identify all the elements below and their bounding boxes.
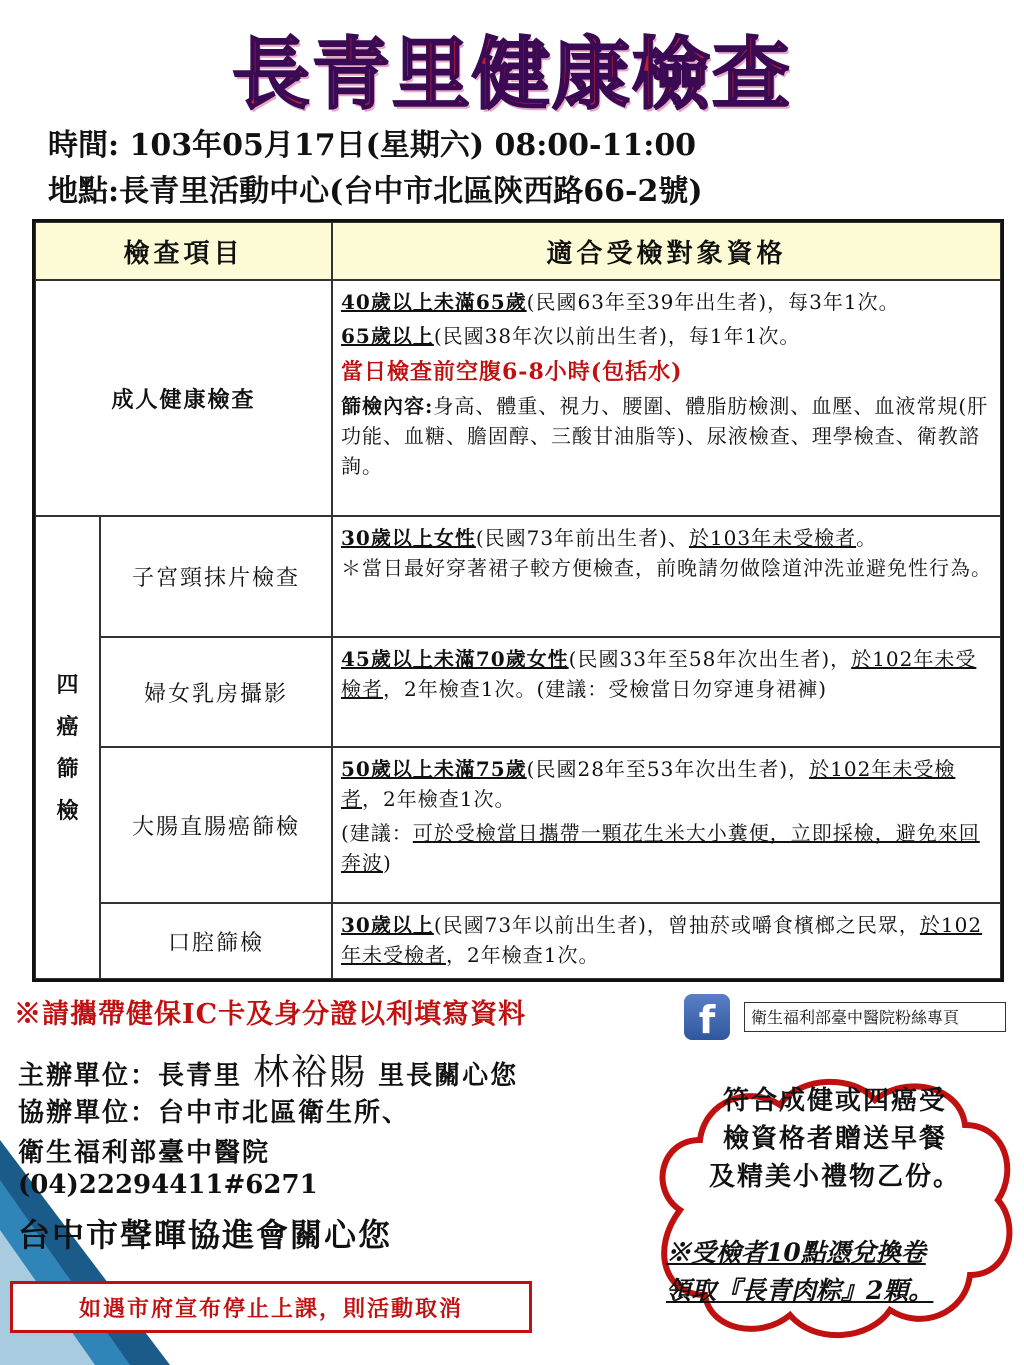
phone-number: (04)22294411#6271	[18, 1170, 318, 1200]
exam-table	[32, 219, 1004, 982]
group-char: 四	[56, 671, 79, 698]
colorectal-advice-close: )	[383, 851, 392, 875]
oral-age-detail: (民國73年以前出生者)，曾抽菸或嚼食檳榔之民眾，	[433, 913, 920, 937]
oral-end: ，2年檢查1次。	[446, 943, 600, 967]
host-name: 林裕賜	[253, 1052, 368, 1093]
adult-exam-item: 成人健康檢查	[35, 280, 332, 516]
group-char: 檢	[56, 797, 79, 824]
colorectal-eligibility	[332, 747, 1001, 903]
colorectal-end: ，2年檢查1次。	[362, 787, 516, 811]
cervical-item: 子宮頸抹片檢查	[100, 516, 332, 637]
bonus-line: 領取『長青肉粽』2顆。	[666, 1276, 934, 1305]
facebook-page-label: 衛生福利部臺中醫院粉絲專頁	[744, 1002, 1006, 1032]
group-char: 篩	[56, 755, 79, 782]
gift-cloud	[640, 1060, 1024, 1360]
header-exam-item: 檢查項目	[35, 222, 332, 280]
bring-id-notice: ※請攜帶健保IC卡及身分證以利填寫資料	[14, 999, 527, 1030]
colorectal-age: 50歲以上未滿75歲	[341, 757, 527, 781]
page-title: 長青里健康檢查	[231, 30, 792, 120]
oral-age: 30歲以上	[341, 913, 434, 937]
co-organizer-2: 衛生福利部臺中醫院	[18, 1138, 271, 1168]
breast-age: 45歲以上未滿70歲女性	[341, 647, 569, 671]
content-list: 身高、體重、視力、腰圍、體脂肪檢測、血壓、血液常規(肝功能、血糖、膽固醇、三酸甘油脂等)、尿液檢查、理學檢查、衛教諮詢。	[341, 394, 989, 478]
cervical-age: 30歲以上女性	[341, 526, 476, 550]
adult-eligibility	[332, 280, 1001, 516]
colorectal-advice: 可於受檢當日攜帶一顆花生米大小糞便，立即採檢，避免來回奔波	[341, 821, 980, 875]
adult-age-detail-2: (民國38年次以前出生者)，每1年1次。	[433, 324, 801, 348]
colorectal-advice-open: (建議：	[341, 821, 413, 845]
facebook-link[interactable]	[684, 994, 1014, 1040]
oral-eligibility	[332, 903, 1001, 979]
breast-eligibility	[332, 637, 1001, 747]
facebook-icon: f	[684, 994, 730, 1040]
cervical-age-detail: (民國73年前出生者)、	[475, 526, 689, 550]
breast-item: 婦女乳房攝影	[100, 637, 332, 747]
adult-age-range-1: 40歲以上未滿65歲	[341, 290, 527, 314]
breast-end: ，2年檢查1次。(建議：受檢當日勿穿連身裙褲)	[383, 677, 828, 701]
cervical-note: ＊當日最好穿著裙子較方便檢查，前晚請勿做陰道沖洗並避免性行為。	[341, 556, 992, 580]
cervical-end: 。	[856, 526, 878, 550]
cervical-condition: 於103年未受檢者	[688, 526, 857, 550]
breast-age-detail: (民國33年至58年次出生者)，	[568, 647, 852, 671]
host-line	[18, 1044, 518, 1095]
adult-age-range-2: 65歲以上	[341, 324, 434, 348]
gift-line: 符合成健或四癌受	[722, 1086, 947, 1116]
co-organizer-1: 協辦單位：台中市北區衛生所、	[18, 1098, 411, 1128]
gift-line: 及精美小禮物乙份。	[708, 1162, 961, 1192]
oral-item: 口腔篩檢	[100, 903, 332, 979]
host-label: 主辦單位：長青里	[18, 1061, 243, 1091]
event-time: 時間: 103年05月17日(星期六) 08:00-11:00	[48, 128, 697, 163]
colorectal-condition: 於102年未受檢者	[341, 757, 956, 811]
four-cancer-label	[35, 516, 100, 979]
header-eligibility: 適合受檢對象資格	[332, 222, 1001, 280]
gift-line: 檢資格者贈送早餐	[722, 1124, 947, 1154]
oral-condition: 於102年未受檢者	[341, 913, 983, 967]
colorectal-age-detail: (民國28年至53年次出生者)，	[526, 757, 810, 781]
cervical-eligibility	[332, 516, 1001, 637]
fasting-note: 當日檢查前空腹6-8小時(包括水)	[341, 359, 683, 385]
event-place: 地點:長青里活動中心(台中市北區陝西路66-2號)	[48, 174, 703, 209]
host-suffix: 里長關心您	[378, 1061, 519, 1091]
bonus-line: ※受檢者10點憑兌換卷	[666, 1238, 926, 1267]
adult-age-detail-1: (民國63年至39年出生者)，每3年1次。	[526, 290, 900, 314]
colorectal-item: 大腸直腸癌篩檢	[100, 747, 332, 903]
cancellation-notice: 如遇市府宣布停止上課，則活動取消	[10, 1281, 532, 1333]
content-label: 篩檢內容:	[341, 394, 434, 418]
association-line: 台中市聲暉協進會關心您	[18, 1216, 393, 1254]
group-char: 癌	[56, 713, 79, 740]
breast-condition: 於102年未受檢者	[341, 647, 977, 701]
